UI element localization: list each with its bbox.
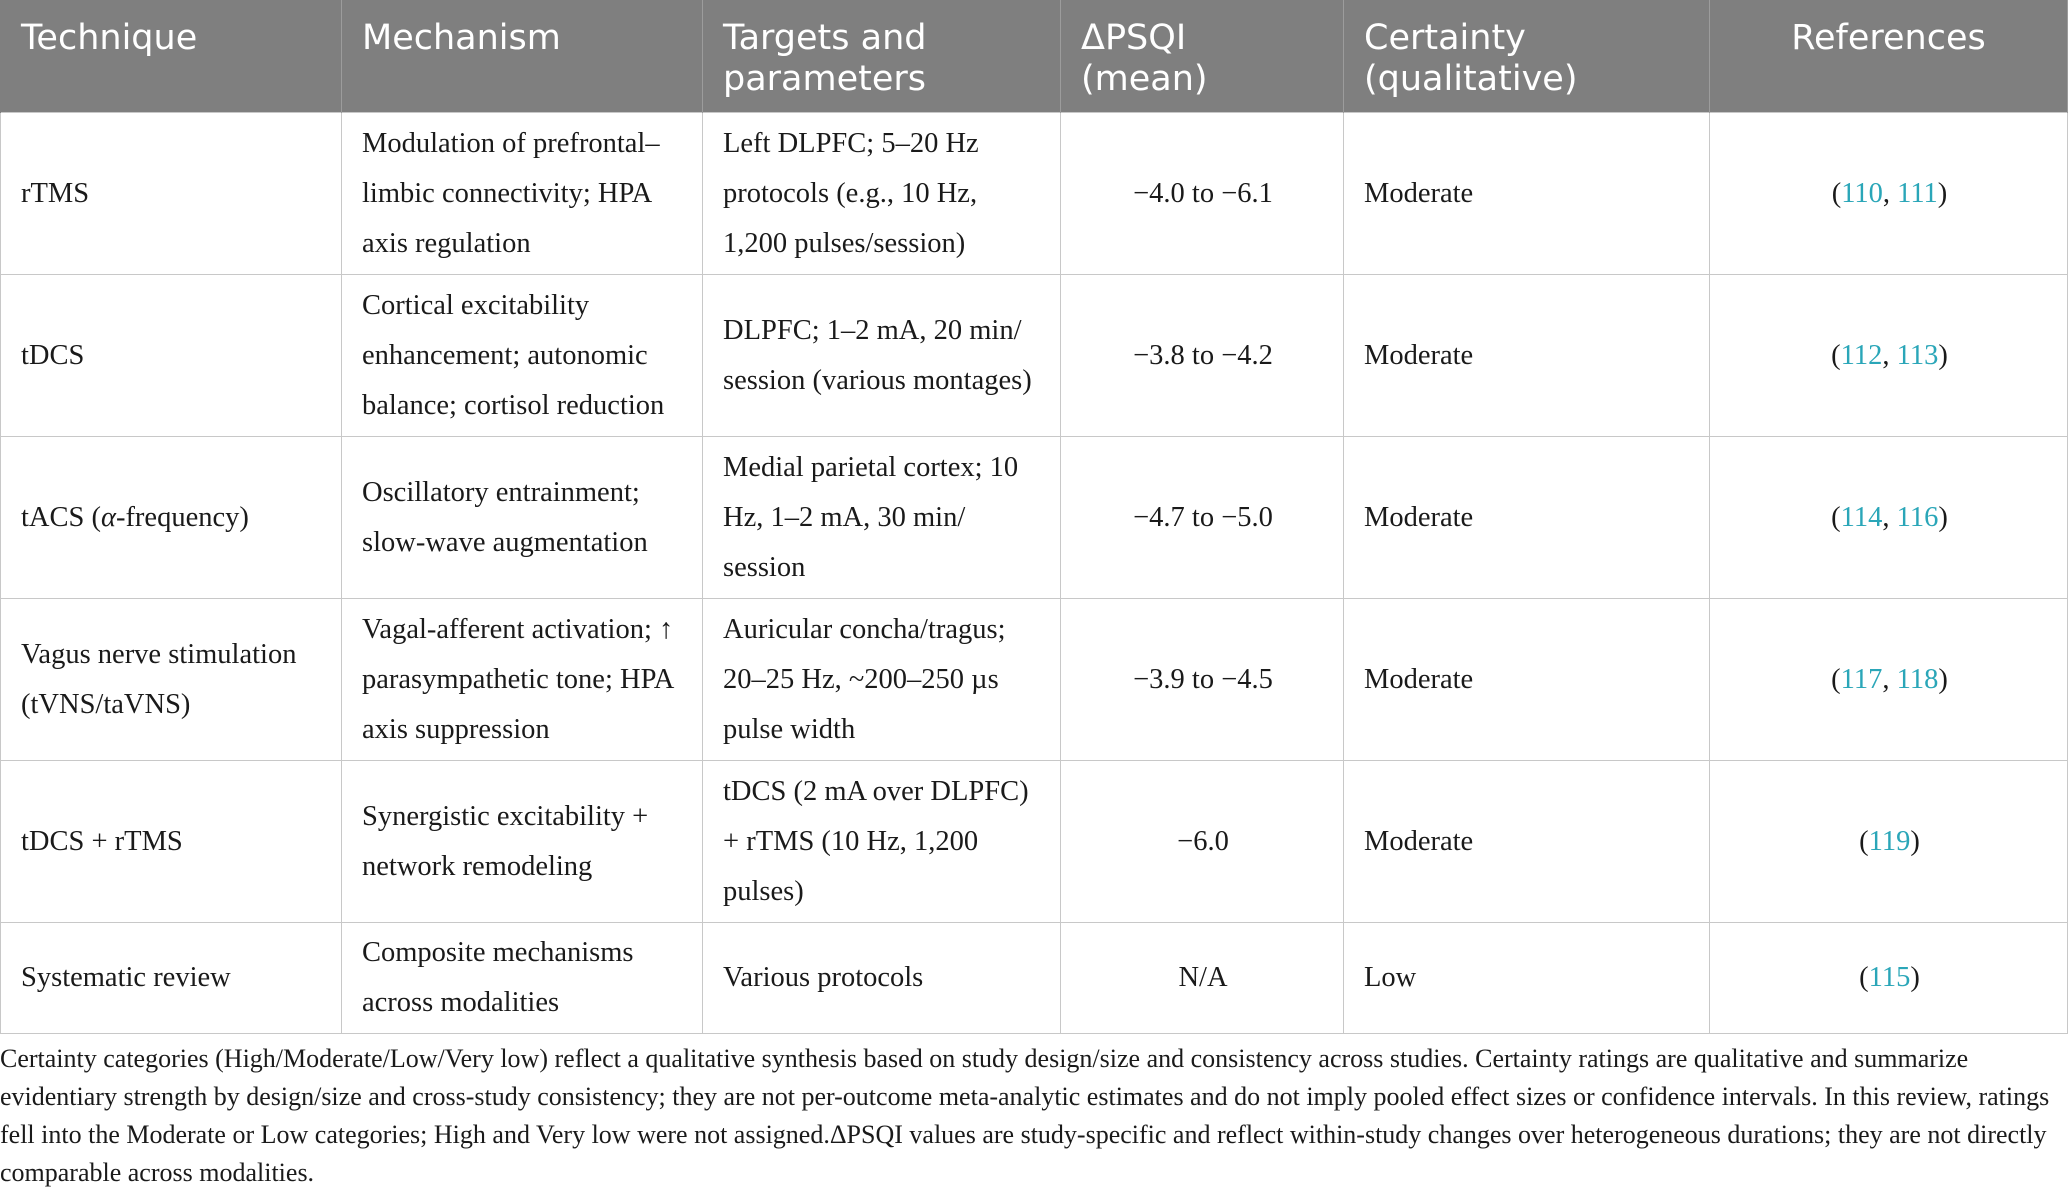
cell-references: (114, 116) <box>1710 437 2068 599</box>
technique-prefix: tACS ( <box>21 501 101 533</box>
cell-technique: Systematic review <box>1 923 342 1034</box>
header-certainty: Certainty (qualitative) <box>1344 0 1710 113</box>
cell-technique: tDCS + rTMS <box>1 761 342 923</box>
cell-certainty: Low <box>1344 923 1710 1034</box>
cell-technique: Vagus nerve stimulation (tVNS/taVNS) <box>1 599 342 761</box>
reference-link[interactable]: 111 <box>1897 177 1938 209</box>
reference-link[interactable]: 110 <box>1841 177 1883 209</box>
reference-link[interactable]: 116 <box>1896 501 1939 533</box>
cell-mechanism: Modulation of prefrontal–limbic connectivity; HPA axis regulation <box>342 113 703 275</box>
cell-certainty: Moderate <box>1344 275 1710 437</box>
cell-delta-psqi: N/A <box>1061 923 1344 1034</box>
reference-link[interactable]: 119 <box>1868 825 1911 857</box>
header-technique: Technique <box>1 0 342 113</box>
table-row <box>1 761 2068 923</box>
cell-delta-psqi: −6.0 <box>1061 761 1344 923</box>
cell-technique: tDCS <box>1 275 342 437</box>
cell-delta-psqi: −3.9 to −4.5 <box>1061 599 1344 761</box>
cell-technique <box>1 437 342 599</box>
cell-references: (110, 111) <box>1710 113 2068 275</box>
reference-link[interactable]: 117 <box>1840 663 1883 695</box>
cell-targets: Left DLPFC; 5–20 Hz protocols (e.g., 10 Hz, 1,200 pulses/session) <box>703 113 1061 275</box>
table-row <box>1 437 2068 599</box>
table-row <box>1 275 2068 437</box>
reference-link[interactable]: 114 <box>1840 501 1883 533</box>
header-delta-psqi: ΔPSQI (mean) <box>1061 0 1344 113</box>
cell-mechanism: Vagal-afferent activation; ↑ parasympathetic tone; HPA axis suppression <box>342 599 703 761</box>
reference-link[interactable]: 112 <box>1840 339 1883 371</box>
alpha-symbol: α <box>100 501 116 533</box>
cell-targets: Various protocols <box>703 923 1061 1034</box>
technique-suffix: -frequency) <box>115 501 249 533</box>
cell-mechanism: Oscillatory entrainment; slow-wave augmentation <box>342 437 703 599</box>
cell-targets: Auricular concha/tragus; 20–25 Hz, ~200–250 µs pulse width <box>703 599 1061 761</box>
table-body <box>1 113 2068 1034</box>
cell-references: (112, 113) <box>1710 275 2068 437</box>
cell-certainty: Moderate <box>1344 437 1710 599</box>
table-row <box>1 113 2068 275</box>
table-row <box>1 923 2068 1034</box>
cell-technique: rTMS <box>1 113 342 275</box>
cell-delta-psqi: −3.8 to −4.2 <box>1061 275 1344 437</box>
cell-mechanism: Cortical excitability enhancement; autonomic balance; cortisol reduction <box>342 275 703 437</box>
header-row <box>1 0 2068 113</box>
cell-certainty: Moderate <box>1344 761 1710 923</box>
cell-delta-psqi: −4.7 to −5.0 <box>1061 437 1344 599</box>
cell-references: (115) <box>1710 923 2068 1034</box>
cell-references: (117, 118) <box>1710 599 2068 761</box>
header-targets-parameters: Targets and parameters <box>703 0 1061 113</box>
table-header <box>1 0 2068 113</box>
cell-certainty: Moderate <box>1344 113 1710 275</box>
cell-targets: tDCS (2 mA over DLPFC) + rTMS (10 Hz, 1,200 pulses) <box>703 761 1061 923</box>
cell-certainty: Moderate <box>1344 599 1710 761</box>
table-row <box>1 599 2068 761</box>
cell-mechanism: Synergistic excitability + network remodeling <box>342 761 703 923</box>
reference-link[interactable]: 113 <box>1896 339 1939 371</box>
header-references: References <box>1710 0 2068 113</box>
header-mechanism: Mechanism <box>342 0 703 113</box>
cell-targets: DLPFC; 1–2 mA, 20 min/ session (various montages) <box>703 275 1061 437</box>
cell-delta-psqi: −4.0 to −6.1 <box>1061 113 1344 275</box>
reference-link[interactable]: 115 <box>1868 962 1911 993</box>
reference-link[interactable]: 118 <box>1896 663 1939 695</box>
cell-targets: Medial parietal cortex; 10 Hz, 1–2 mA, 30 min/ session <box>703 437 1061 599</box>
table-footnote: Certainty categories (High/Moderate/Low/Very low) reflect a qualitative synthesis based on study design/size and consistency across studies. Certainty ratings are qualitative and summarize evidentiary strength by design/size and cross-study consistency; they are not per-outcome meta-analytic estimates and do not imply pooled effect sizes or confidence intervals. In this review, ratings fell into the Moderate or Low categories; High and Very low were not assigned.ΔPSQI values are study-specific and reflect within-study changes over heterogeneous durations; they are not directly comparable across modalities. <box>0 1044 2050 1187</box>
cell-mechanism: Composite mechanisms across modalities <box>342 923 703 1034</box>
cell-references: (119) <box>1710 761 2068 923</box>
